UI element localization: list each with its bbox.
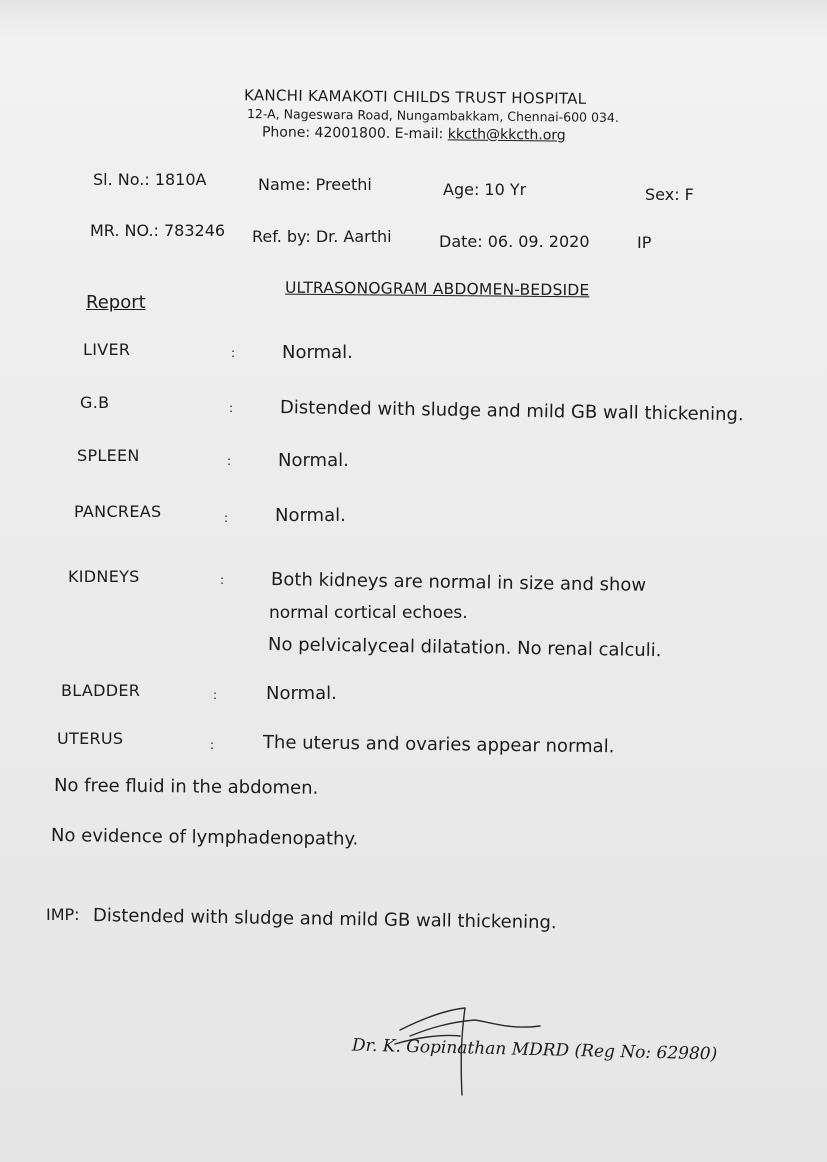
patient-name: Name: Preethi [258,175,372,194]
organ-spleen: SPLEEN [77,446,140,465]
email-label: E-mail: [394,125,444,143]
report-date: Date: 06. 09. 2020 [439,232,590,251]
finding-spleen: Normal. [278,450,349,471]
finding-kidneys-line2: normal cortical echoes. [269,603,468,623]
sl-no: Sl. No.: 1810A [93,170,207,189]
organ-bladder: BLADDER [61,681,141,700]
impression-label: IMP: [46,905,80,924]
colon: : [224,511,229,525]
organ-kidneys: KIDNEYS [68,567,140,586]
patient-sex: Sex: F [645,185,694,204]
report-heading: Report [86,292,146,313]
organ-pancreas: PANCREAS [74,502,162,521]
note-lymphadenopathy: No evidence of lymphadenopathy. [50,825,359,850]
ward-type: IP [637,233,652,252]
finding-uterus: The uterus and ovaries appear normal. [262,732,615,758]
page-shadow [0,0,827,40]
patient-age: Age: 10 Yr [443,180,527,199]
impression-text: Distended with sludge and mild GB wall thickening. [92,905,557,934]
finding-kidneys-line3: No pelvicalyceal dilatation. No renal calculi. [267,634,662,662]
note-free-fluid: No free fluid in the abdomen. [53,775,319,799]
finding-bladder: Normal. [266,683,337,704]
finding-pancreas: Normal. [275,505,346,526]
finding-gb: Distended with sludge and mild GB wall thickening. [279,397,744,426]
referred-by: Ref. by: Dr. Aarthi [252,227,392,246]
finding-liver: Normal. [282,342,353,363]
hospital-email: kkcth@kkcth.org [447,126,566,144]
colon: : [229,401,234,415]
colon: : [227,454,232,468]
hospital-contact [262,124,566,143]
doctor-signature-name: Dr. K. Gopinathan MDRD (Reg No: 62980) [351,1035,718,1065]
hospital-address: 12-A, Nageswara Road, Nungambakkam, Chennai-600 034. [246,106,619,125]
colon: : [231,346,236,360]
organ-liver: LIVER [83,340,131,359]
mr-no: MR. NO.: 783246 [90,221,226,240]
organ-uterus: UTERUS [57,729,124,748]
colon: : [220,573,225,587]
organ-gb: G.B [80,393,110,412]
hospital-phone: Phone: 42001800. [261,124,391,142]
report-title: ULTRASONOGRAM ABDOMEN-BEDSIDE [284,278,590,300]
colon: : [210,738,215,752]
finding-kidneys-line1: Both kidneys are normal in size and show [270,569,647,596]
hospital-name: KANCHI KAMAKOTI CHILDS TRUST HOSPITAL [243,86,587,108]
colon: : [213,688,218,702]
